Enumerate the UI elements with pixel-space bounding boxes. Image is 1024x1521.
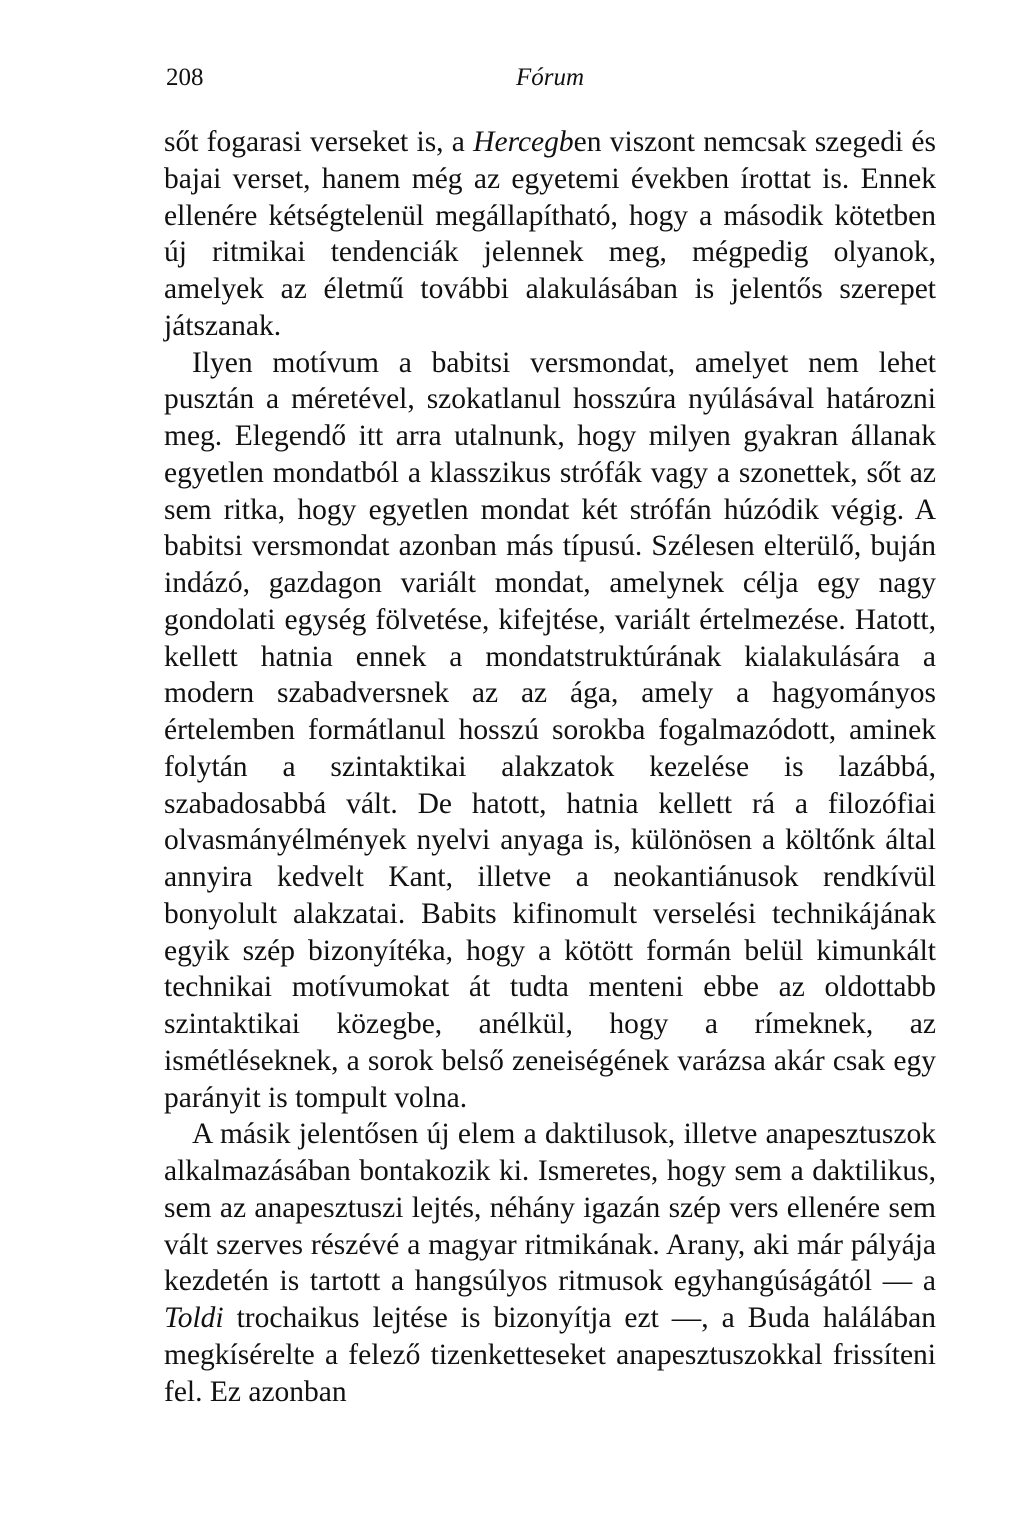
page-number: 208 [166,64,204,91]
running-head [164,62,936,98]
paragraph-1-text: sőt fogarasi verseket is, a [164,126,474,158]
paragraph-1 [164,124,936,345]
italic-title-toldi: Toldi [164,1302,224,1334]
paragraph-2-text: Ilyen motívum a babitsi versmondat, amelyet nem lehet pusztán a méretével, szokatlanul hosszúra nyúlásával határozni meg. Elegendő itt arra utalnunk, hogy milyen gyakran állanak egyetlen mondatból a klasszikus strófák vagy a szonettek, sőt az sem ritka, hogy egyetlen mondat két strófán húzódik végig. A babitsi versmondat azonban más típusú. Szélesen elterülő, buján indázó, gazdagon variált mondat, amelynek célja egy nagy gondolati egység fölvetése, kifejtése, variált értelmezése. Hatott, kellett hatnia ennek a mondatstruktúrának kialakulására a modern szabadversnek az az ága, amely a hagyományos értelemben formátlanul hosszú sorokba fogalmazódott, aminek folytán a szintaktikai alakzatok kezelése is lazábbá, szabadosabbá vált. De hatott, hatnia kellett rá a filozófiai olvasmányélmények nyelvi anyaga is, különösen a költőnk által annyira kedvelt Kant, illetve a neokantiánusok rendkívül bonyolult alakzatai. Babits kifinomult verselési technikájának egyik szép bizonyítéka, hogy a kötött formán belül kimunkált technikai motívumokat át tudta menteni ebbe az oldottabb szintaktikai közegbe, anélkül, hogy a rímeknek, az ismétléseknek, a sorok belső zeneiségének varázsa akár csak egy parányit is tompult volna. [164,346,936,1114]
paragraph-3-text-cont: trochaikus lejtése is bizonyítja ezt —, a Buda halálában megkísérelte a felező tizenketteseket anapesztuszokkal frissíteni fel. Ez azonban [164,1302,936,1408]
paragraph-1-text-cont: en viszont nemcsak szegedi és bajai verset, hanem még az egyetemi években írottat is. Ennek ellenére kétségtelenül megállapítható, hogy a második kötetben új ritmikai tendenciák jelennek meg, mégpedig olyanok, amelyek az életmű további alakulásában is jelentős szerepet játszanak. [164,126,936,342]
running-title: Fórum [515,64,585,91]
italic-title-herceg: Hercegb [473,126,574,158]
paragraph-2 [164,345,936,1117]
paragraph-3 [164,1116,936,1410]
paragraph-3-text: A másik jelentősen új elem a daktilusok, illetve anapesztuszok alkalmazásában bontakozik ki. Ismeretes, hogy sem a daktilikus, sem az anapesztuszi lejtés, néhány igazán szép vers ellenére sem vált szerves részévé a magyar ritmikának. Arany, aki már pályája kezdetén is tartott a hangsúlyos ritmusok egyhangúságától — a [164,1118,936,1298]
body-text [164,124,936,1410]
